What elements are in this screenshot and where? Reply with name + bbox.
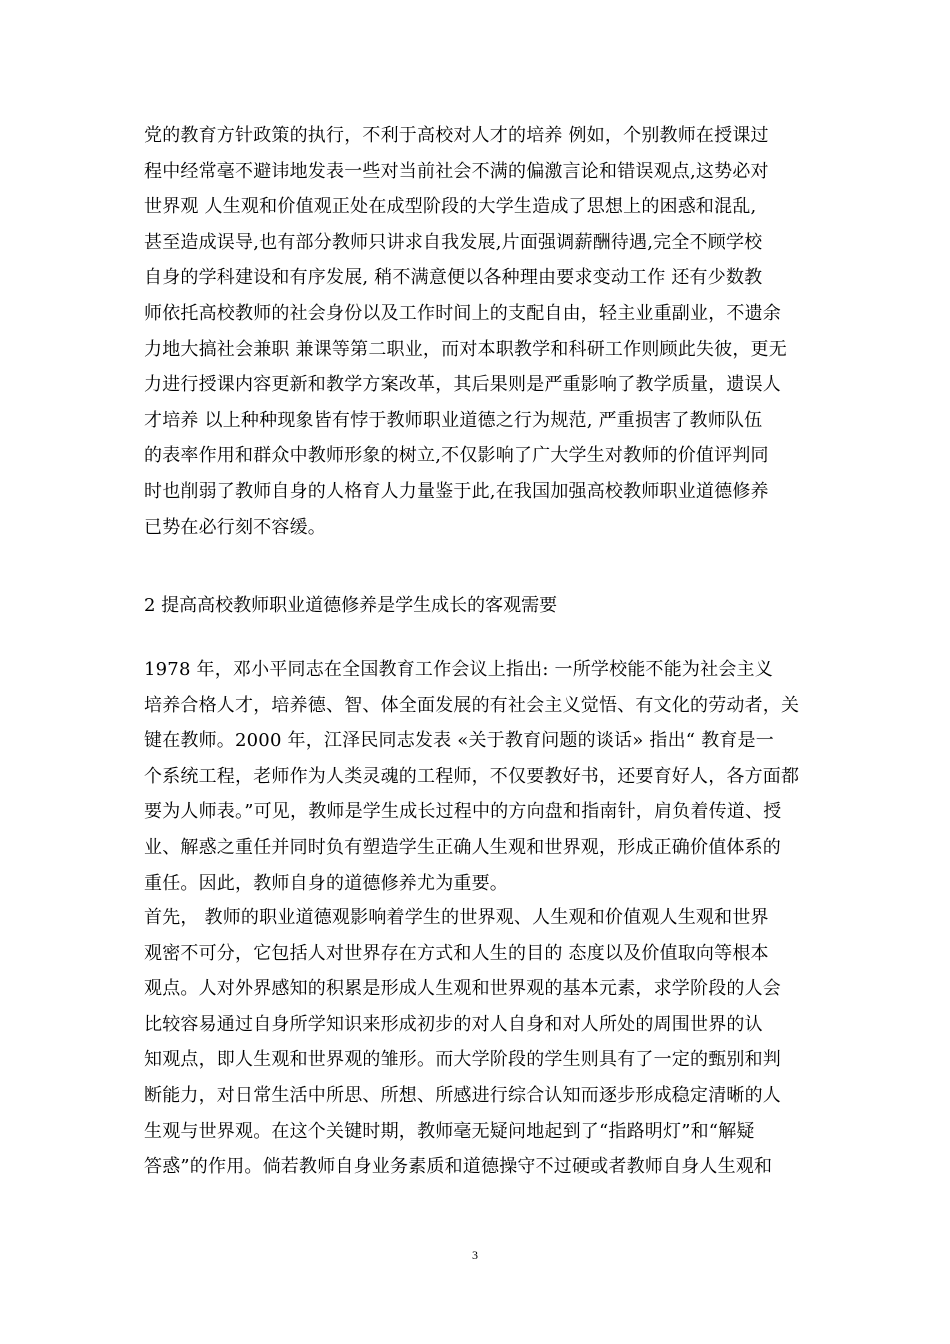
page-number: 3 [472,1248,478,1262]
text-line: 生观与世界观。在这个关键时期，教师毫无疑问地起到了“指路明灯”和“解疑 [144,1120,755,1142]
text-line: 已势在必行刻不容缓。 [144,516,326,538]
paragraph-2 [144,652,814,901]
text-line: 党的教育方针政策的执行，不利于高校对人才的培养 例如，个别教师在授课过 [144,125,769,146]
section-heading-text: 2 提高高校教师职业道德修养是学生成长的客观需要 [144,595,558,616]
text-line: 观点。人对外界感知的积累是形成人生观和世界观的基本元素，求学阶段的人会 [144,978,781,1000]
text-line: 才培养 以上种种现象皆有悖于教师职业道德之行为规范, 严重损害了教师队伍 [144,409,763,431]
text-line: 时也削弱了教师自身的人格育人力量鉴于此,在我国加强高校教师职业道德修养 [144,480,769,502]
text-line: 答惑”的作用。倘若教师自身业务素质和道德操守不过硬或者教师自身人生观和 [144,1156,773,1178]
text-line: 的表率作用和群众中教师形象的树立,不仅影响了广大学生对教师的价值评判同 [144,445,769,467]
text-line: 比较容易通过自身所学知识来形成初步的对人自身和对人所处的周围世界的认 [144,1013,763,1035]
text-line: 师依托高校教师的社会身份以及工作时间上的支配自由，轻主业重副业，不遗余 [144,302,781,324]
text-line: 业、解惑之重任并同时负有塑造学生正确人生观和世界观，形成正确价值体系的 [144,836,781,858]
text-line: 力地大搞社会兼职 兼课等第二职业，而对本职教学和科研工作则顾此失彼，更无 [144,338,787,360]
text-line: 首先， 教师的职业道德观影响着学生的世界观、人生观和价值观人生观和世界 [144,907,769,928]
text-line: 断能力，对日常生活中所思、所想、所感进行综合认知而逐步形成稳定清晰的人 [144,1084,781,1106]
text-line: 重任。因此，教师自身的道德修养尤为重要。 [144,872,508,894]
section-heading [144,588,814,624]
text-line: 程中经常毫不避讳地发表一些对当前社会不满的偏激言论和错误观点,这势必对 [144,160,769,182]
text-line: 知观点，即人生观和世界观的雏形。而大学阶段的学生则具有了一定的甄别和判 [144,1049,781,1071]
paragraph-1 [144,118,814,545]
text-line: 培养合格人才，培养德、智、体全面发展的有社会主义觉悟、有文化的劳动者，关 [144,694,800,716]
text-line: 力进行授课内容更新和教学方案改革，其后果则是严重影响了教学质量，遗误人 [144,374,781,396]
text-line: 甚至造成误导,也有部分教师只讲求自我发展,片面强调薪酬待遇,完全不顾学校 [144,231,763,253]
text-line: 个系统工程，老师作为人类灵魂的工程师，不仅要教好书，还要育好人，各方面都 [144,765,800,787]
text-line: 键在教师。2000 年，江泽民同志发表 «关于教育问题的谈话» 指出“ 教育是一 [144,730,774,752]
text-line: 1978 年，邓小平同志在全国教育工作会议上指出: 一所学校能不能为社会主义 [144,659,773,680]
text-line: 自身的学科建设和有序发展, 稍不满意便以各种理由要求变动工作 还有少数教 [144,267,763,289]
text-line: 要为人师表。”可见，教师是学生成长过程中的方向盘和指南针，肩负着传道、授 [144,801,782,823]
paragraph-3 [144,900,814,1185]
text-line: 观密不可分，它包括人对世界存在方式和人生的目的 态度以及价值取向等根本 [144,942,769,964]
text-line: 世界观 人生观和价值观正处在成型阶段的大学生造成了思想上的困惑和混乱, [144,196,757,218]
